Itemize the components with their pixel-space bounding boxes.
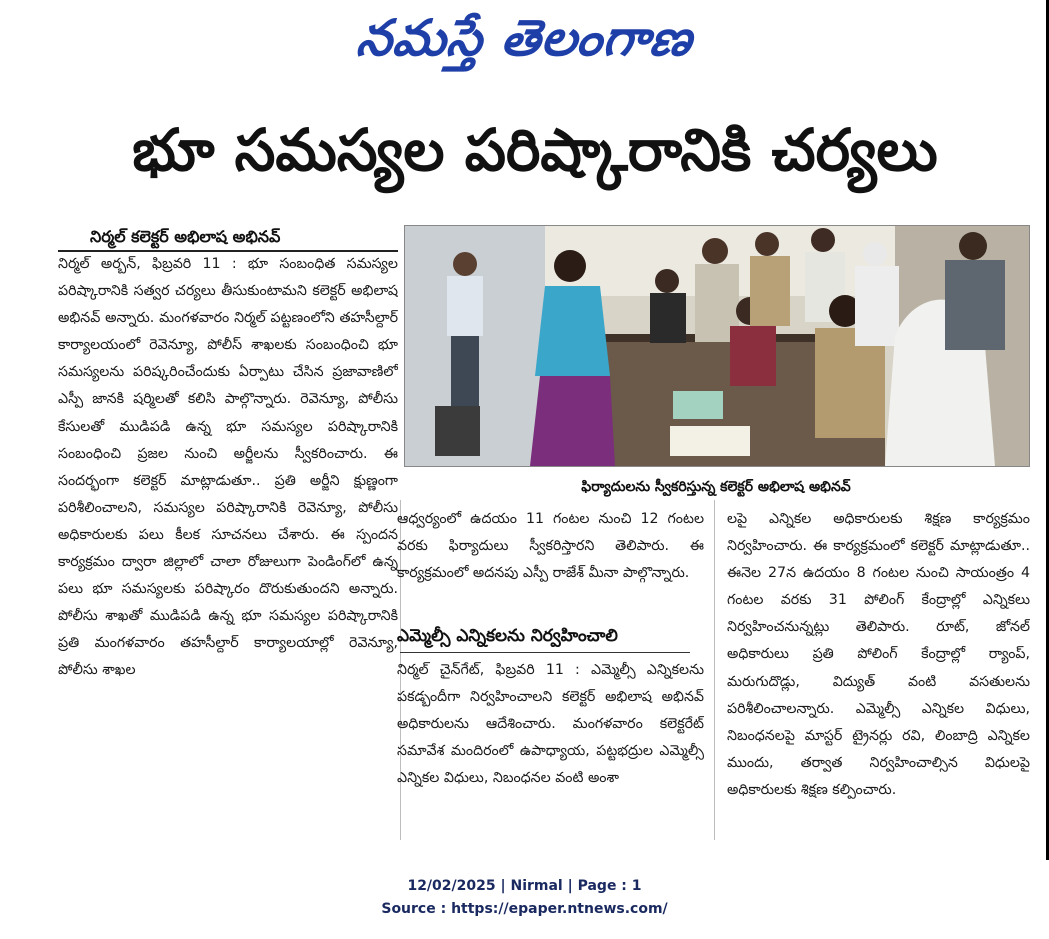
footer-source-link[interactable]: https://epaper.ntnews.com/ (451, 901, 668, 917)
article1-column1: నిర్మల్ అర్బన్, ఫిబ్రవరి 11 : భూ సంబంధిత సమస్యల పరిష్కారానికి సత్వర చర్యలు తీసుకుంటామని కలెక్టర్ అభిలాష అభినవ్ అన్నారు. మంగళవారం నిర్మల్ పట్టణంలోని తహసీల్దార్ కార్యాలయంలో రెవెన్యూ, పోలీస్ శాఖలకు సంబంధించి భూ సమస్యలను పరిష్కరించేందుకు ఏర్పాటు చేసిన ప్రజావాణిలో ఎస్పీ జానకి షర్మిలతో కలిసి పాల్గొన్నారు. రెవెన్యూ, పోలీసు కేసులతో ముడిపడి ఉన్న భూ సమస్యల పరిష్కారానికి సంబంధించి ప్రజల నుంచి అర్జీలను స్వీకరించారు. ఈ సందర్భంగా కలెక్టర్ మాట్లాడుతూ.. ప్రతి అర్జీని క్షుణ్ణంగా పరిశీలించాలని, సమస్యల పరిష్కారానికి రెవెన్యూ, పోలీసు అధికారులకు పలు కీలక సూచనలు చేశారు. ఈ స్పందన కార్యక్రమం ద్వారా జిల్లాలో చాలా రోజులుగా పెండింగ్‌లో ఉన్న పలు భూ సమస్యలకు పరిష్కారం దొరుకుతుందని అన్నారు. పోలీసు శాఖతో ముడిపడి ఉన్న భూ సమస్యల పరిష్కారానికి ప్రతి మంగళవారం తహసీల్దార్ కార్యాలయాల్లో రెవెన్యూ, పోలీసు శాఖల (58, 256, 398, 679)
footer-date-edition (0, 875, 1049, 897)
article-headline: భూ సమస్యల పరిష్కారానికి చర్యలు (132, 116, 938, 184)
article2-column3: లపై ఎన్నికల అధికారులకు శిక్షణ కార్యక్రమం నిర్వహించారు. ఈ కార్యక్రమంలో కలెక్టర్ మాట్లాడుతూ.. ఈనెల 27న ఉదయం 8 గంటల నుంచి సాయంత్రం 4 గంటల వరకు 31 పోలింగ్ కేంద్రాల్లో ఎన్నికలు నిర్వహించనున్నట్లు తెలిపారు. రూట్, జోనల్ అధికారులు ప్రతి పోలింగ్ కేంద్రాల్లో ర్యాంప్, మరుగుదొడ్లు, విద్యుత్ వంటి వసతులను పరిశీలించాలన్నారు. ఎమ్మెల్సీ ఎన్నికల విధులు, నిబంధనలపై మాస్టర్ ట్రైనర్లు రవి, లింబాద్రి ఎన్నికల ముందు, తర్వాత నిర్వహించాల్సిన విధులపై అధికారులకు శిక్షణ కల్పించారు. (727, 511, 1030, 798)
footer-source (0, 898, 1049, 920)
article2-subheading: ఎమ్మెల్సీ ఎన్నికలను నిర్వహించాలి (397, 626, 618, 646)
office-scene-image (405, 226, 1029, 466)
masthead-title: నమస్తే తెలంగాణ (353, 9, 696, 67)
column-divider (714, 500, 715, 840)
article1-column2: ఆధ్వర్యంలో ఉదయం 11 గంటల నుంచి 12 గంటల వరకు ఫిర్యాదులు స్వీకరిస్తారని తెలిపారు. ఈ కార్యక్రమంలో అదనపు ఎస్పీ రాజేశ్ మీనా పాల్గొన్నారు. (397, 511, 704, 582)
footer-source-label: Source : (381, 901, 452, 917)
newspaper-masthead (0, 2, 1049, 74)
subheading-underline (400, 652, 690, 653)
footer-date-line: 12/02/2025 | Nirmal | Page : 1 (407, 878, 642, 894)
article2-column2: నిర్మల్ చైన్‌గేట్, ఫిబ్రవరి 11 : ఎమ్మెల్సీ ఎన్నికలను పకడ్బందీగా నిర్వహించాలని కలెక్టర్ అభిలాష అభినవ్ అధికారులను ఆదేశించారు. మంగళవారం కలెక్టరేట్ సమావేశ మందిరంలో ఉపాధ్యాయ, పట్టభద్రుల ఎమ్మెల్సీ ఎన్నికల విధులు, నిబంధనల వంటి అంశా (397, 662, 704, 787)
article-byline: నిర్మల్ కలెక్టర్ అభిలాష అభినవ్ (90, 227, 281, 246)
news-photo (404, 225, 1030, 467)
photo-caption: ఫిర్యాదులను స్వీకరిస్తున్న కలెక్టర్ అభిలాష అభినవ్ (581, 479, 851, 495)
